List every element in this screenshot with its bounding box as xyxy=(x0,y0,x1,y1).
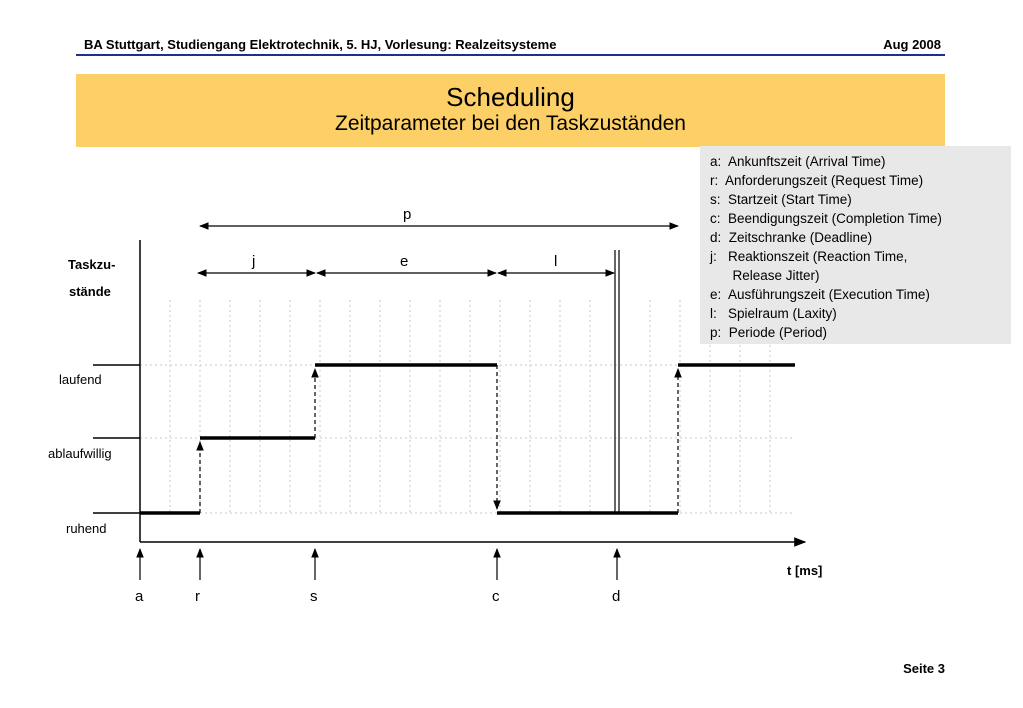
header-course-title: BA Stuttgart, Studiengang Elektrotechnik, 5. HJ, Vorlesung: Realzeitsysteme xyxy=(84,37,557,52)
interval-j-label: j xyxy=(252,253,256,270)
legend-item-s: s: Startzeit (Start Time) xyxy=(710,192,852,207)
x-axis-label: t [ms] xyxy=(787,563,823,578)
page-number: Seite 3 xyxy=(903,661,945,676)
legend-box xyxy=(700,146,1011,344)
time-mark-a-label: a xyxy=(135,588,144,605)
header-date: Aug 2008 xyxy=(883,37,941,52)
legend-item-e: e: Ausführungszeit (Execution Time) xyxy=(710,287,930,302)
state-label-ready: ablaufwillig xyxy=(48,446,112,461)
legend-item-j: j: Reaktionszeit (Reaction Time, xyxy=(710,249,908,264)
legend-item-d: d: Zeitschranke (Deadline) xyxy=(710,230,873,245)
slide-subtitle: Zeitparameter bei den Taskzuständen xyxy=(335,112,686,135)
interval-l-label: l xyxy=(554,253,558,270)
legend-item-l: l: Spielraum (Laxity) xyxy=(710,306,837,321)
state-timeline xyxy=(140,365,795,513)
time-mark-r-label: r xyxy=(195,588,200,605)
y-axis-title-line1: Taskzu- xyxy=(68,257,116,272)
interval-arrows xyxy=(198,226,678,273)
state-label-running: laufend xyxy=(59,372,102,387)
slide-title: Scheduling xyxy=(446,82,575,112)
time-mark-d-label: d xyxy=(612,588,621,605)
legend-item-r: r: Anforderungszeit (Request Time) xyxy=(710,173,924,188)
y-axis-title-line2: stände xyxy=(69,284,111,299)
interval-e-label: e xyxy=(400,253,409,270)
interval-p-label: p xyxy=(403,206,412,223)
deadline-marker xyxy=(615,250,619,513)
time-mark-arrows xyxy=(140,549,617,580)
legend-item-j-cont: Release Jitter) xyxy=(710,268,820,283)
legend-item-a: a: Ankunftszeit (Arrival Time) xyxy=(710,154,886,169)
legend-item-p: p: Periode (Period) xyxy=(710,325,828,340)
state-label-dormant: ruhend xyxy=(66,521,107,536)
time-mark-s-label: s xyxy=(310,588,318,605)
grid xyxy=(140,300,795,515)
legend-item-c: c: Beendigungszeit (Completion Time) xyxy=(710,211,942,226)
time-mark-c-label: c xyxy=(492,588,500,605)
